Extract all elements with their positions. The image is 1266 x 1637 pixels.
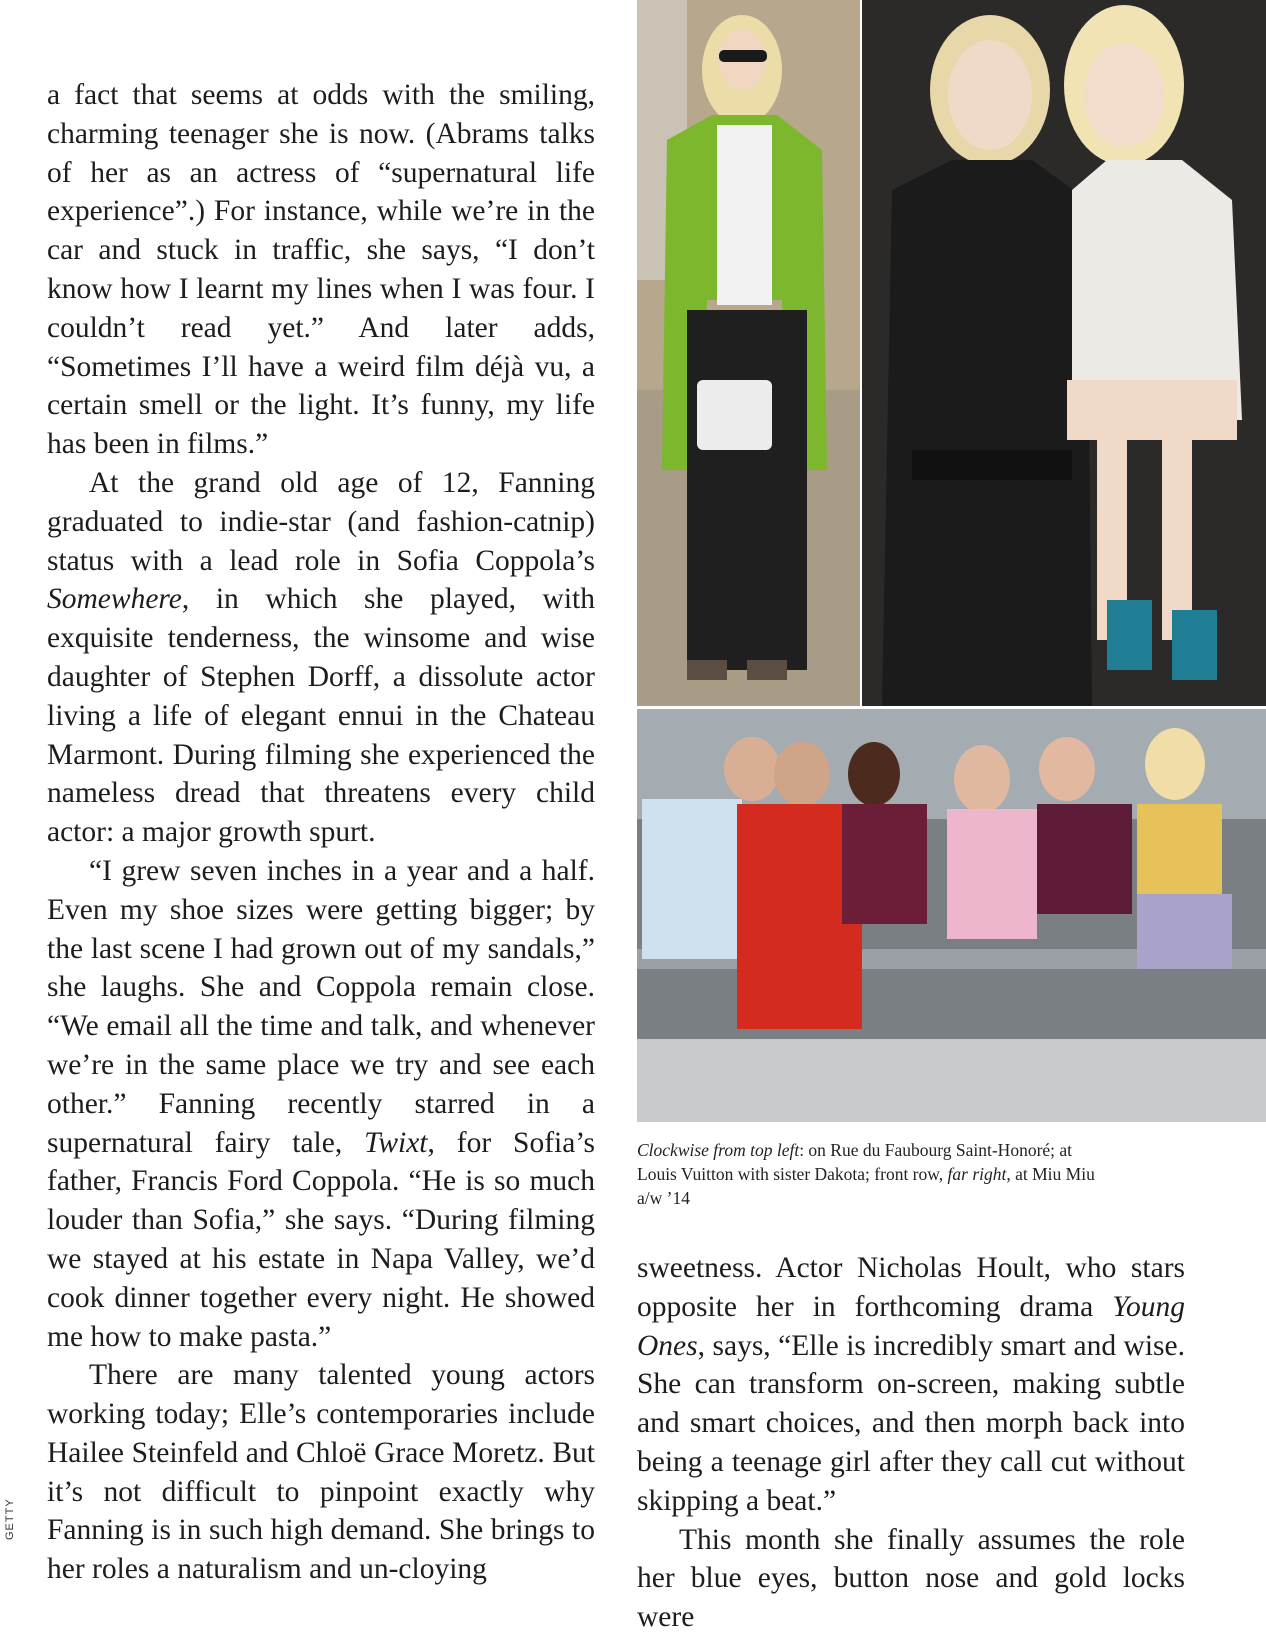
paragraph-2-text-b: , in which she played, with exquisite tenderness, the winsome and wise daughter of Stephen Dorff, a dissolute actor living a life of elegant ennui in the Chateau Marmont. During filming she experienced the nameless dread that threatens every child actor: a major growth spurt. xyxy=(47,583,595,849)
caption-text-a: : on Rue du Faubourg Saint-Honoré; at Louis Vuitton with sister Dakota; front row, xyxy=(637,1140,1073,1184)
paragraph-2-text-a: At the grand old age of 12, Fanning graduated to indie-star (and fashion-catnip) status with a lead role in Sofia Coppola’s xyxy=(47,466,595,577)
paragraph-3 xyxy=(47,852,595,1356)
caption-lead: Clockwise from top left xyxy=(637,1140,800,1160)
photo-miu-miu-front-row xyxy=(637,709,1266,1122)
film-title-somewhere: Somewhere xyxy=(47,583,182,616)
paragraph-6: This month she finally assumes the role her blue eyes, button nose and gold locks were xyxy=(637,1523,1185,1634)
caption-text-b: , at Miu Miu a/w ’14 xyxy=(637,1164,1095,1208)
paragraph-4: There are many talented young actors working today; Elle’s contemporaries include Hailee Steinfeld and Chloë Grace Moretz. But it’s not difficult to pinpoint exactly why Fanning is in such high demand. She brings to her roles a naturalism and un-cloying xyxy=(47,1359,595,1586)
photo-louis-vuitton xyxy=(862,0,1266,706)
article-left-column xyxy=(47,76,595,1589)
caption-emphasis: far right xyxy=(947,1164,1007,1184)
film-title-twixt: Twixt xyxy=(364,1126,428,1159)
photo-street-style xyxy=(637,0,860,706)
paragraph-5-text-b: , says, “Elle is incredibly smart and wise. She can transform on-screen, making subtle and smart choices, and then morph back into being a teenage girl after they call cut without skipping a beat.” xyxy=(637,1329,1185,1517)
paragraph-2 xyxy=(47,464,595,852)
article-right-column xyxy=(637,1249,1185,1637)
film-title-young-ones: Young Ones xyxy=(637,1290,1185,1362)
paragraph-3-text-b: , for Sofia’s father, Francis Ford Coppola. “He is so much louder than Sofia,” she says. “During filming we stayed at his estate in Napa Valley, we’d cook dinner together every night. He showed me how to make pasta.” xyxy=(47,1126,595,1353)
paragraph-1: a fact that seems at odds with the smiling, charming teenager she is now. (Abrams talks of her as an actress of “supernatural life experience”.) For instance, while we’re in the car and stuck in traffic, she says, “I don’t know how I learnt my lines when I was four. I couldn’t read yet.” And later adds, “Sometimes I’ll have a weird film déjà vu, a certain smell or the light. It’s funny, my life has been in films.” xyxy=(47,79,595,461)
photo-caption xyxy=(637,1138,1107,1210)
paragraph-3-text-a: “I grew seven inches in a year and a half. Even my shoe sizes were getting bigger; by the last scene I had grown out of my sandals,” she laughs. She and Coppola remain close. “We email all the time and talk, and whenever we’re in the same place we try and see each other.” Fanning recently starred in a supernatural fairy tale, xyxy=(47,854,595,1159)
paragraph-5 xyxy=(637,1249,1185,1521)
photo-credit: GETTY xyxy=(4,1498,16,1540)
vuitton-photo-illustration xyxy=(862,0,1266,706)
miumiu-photo-illustration xyxy=(637,709,1266,1122)
paragraph-5-text-a: sweetness. Actor Nicholas Hoult, who stars opposite her in forthcoming drama xyxy=(637,1252,1185,1323)
street-photo-illustration xyxy=(637,0,860,706)
